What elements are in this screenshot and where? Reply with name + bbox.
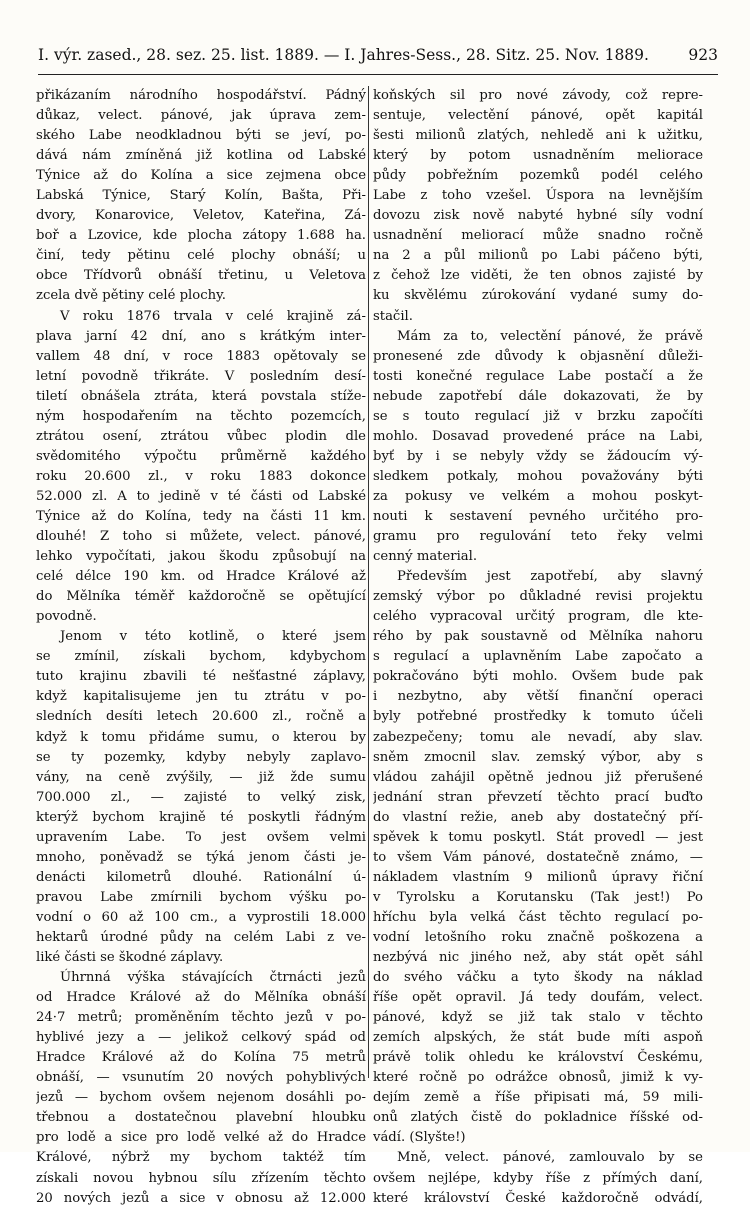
- text-line: hyblivé jezy a — jelikož celkový spád od: [36, 1030, 366, 1046]
- header-title: I. výr. zased., 28. sez. 25. list. 1889. — I. Jahres-Sess., 28. Sitz. 25. Nov. 1889.: [38, 46, 649, 64]
- text-line: se zmínil, získali bychom, kdybychom: [36, 649, 366, 665]
- text-line: zemský výbor po důkladné revisi projektu: [373, 589, 703, 605]
- text-line: pro lodě a sice pro lodě velké až do Hradce: [36, 1130, 366, 1146]
- text-line: který by potom usnadněním meliorace: [373, 148, 703, 164]
- text-line: mohlo. Dosavad provedené práce na Labi,: [373, 428, 703, 444]
- text-line: gramu pro regulování teto řeky velmi: [373, 529, 703, 545]
- text-line: liké části se škodné záplavy.: [36, 950, 224, 966]
- text-line: celé délce 190 km. od Hradce Králové až: [36, 569, 366, 585]
- text-line: s regulací a uplavněním Labe započato a: [373, 649, 703, 665]
- text-line: od Hradce Králové až do Mělníka obnáší: [36, 990, 366, 1006]
- text-line: Mně, velect. pánové, zamlouvalo by se: [397, 1150, 703, 1166]
- text-line: nouti k sestavení pevného určitého pro-: [373, 508, 703, 524]
- text-line: pronesené zde důvody k objasnění důleži-: [373, 348, 703, 364]
- text-line: vládou zahájil opětně jednou již přerušené: [373, 769, 703, 785]
- text-line: hektarů úrodné půdy na celém Labi z ve-: [36, 929, 366, 945]
- text-line: denácti kilometrů dlouhé. Rationální ú-: [36, 869, 366, 885]
- text-line: Králové, nýbrž my bychom taktéž tím: [36, 1150, 366, 1166]
- text-line: byly potřebné prostředky k tomuto účeli: [373, 709, 703, 725]
- text-line: přikázaním národního hospodářství. Pádný: [36, 88, 366, 103]
- text-line: zabezpečeny; tomu ale nevadí, aby slav.: [373, 729, 703, 745]
- text-line: které království České každoročně odvádí,: [373, 1190, 703, 1206]
- text-line: plava jarní 42 dní, ano s krátkým inter-: [36, 328, 366, 344]
- text-line: onů zlatých čistě do pokladnice říšské od-: [373, 1110, 703, 1126]
- running-header: [38, 46, 718, 72]
- text-line: Mám za to, velectění pánové, že právě: [397, 328, 703, 344]
- text-line: dává nám zmíněná již kotlina od Labské: [36, 148, 366, 164]
- text-line: do vlastní režie, aneb aby dostatečný pří-: [373, 809, 703, 825]
- text-line: právě tolik ohledu ke království Českému,: [373, 1050, 703, 1066]
- text-line: dlouhé! Z toho si můžete, velect. pánové,: [36, 529, 366, 545]
- text-line: dvory, Konarovice, Veletov, Kateřina, Zá-: [36, 208, 366, 224]
- text-line: V roku 1876 trvala v celé krajině zá-: [60, 308, 366, 324]
- text-line: povodně.: [36, 609, 97, 625]
- text-line: zemích alpských, že stát bude míti aspoň: [373, 1030, 703, 1046]
- text-line: sledkem potkaly, mohou považovány býti: [373, 468, 703, 484]
- text-line: Úhrnná výška stávajících čtrnácti jezů: [60, 970, 366, 986]
- text-line: ku skvělému zúrokování vydané sumy do-: [373, 288, 703, 304]
- text-line: nebude zapotřebí dále dokazovati, že by: [373, 388, 703, 404]
- text-line: obce Třídvorů obnáší třetinu, u Veletova: [36, 268, 366, 284]
- text-line: kterýž bychom krajině té poskytli řádným: [36, 809, 366, 825]
- right-column: [368, 86, 703, 1206]
- text-line: letní povodně třikráte. V posledním desí-: [36, 368, 366, 384]
- left-column: [36, 86, 366, 1209]
- text-line: vány, na ceně zvýšily, — již žde sumu: [36, 769, 366, 785]
- text-line: roku 20.600 zl., v roku 1883 dokonce: [36, 468, 366, 484]
- text-line: vodní o 60 až 100 cm., a vyprostili 18.000: [36, 909, 366, 925]
- text-line: když kapitalisujeme jen tu ztrátu v po-: [36, 689, 366, 705]
- text-line: na 2 a půl milionů po Labi páčeno býti,: [373, 248, 703, 264]
- text-line: do svého váčku a tyto škody na náklad: [373, 970, 703, 986]
- text-line: ovšem nejlépe, kdyby říše z přímých daní,: [373, 1170, 703, 1186]
- text-line: z čehož lze viděti, že ten obnos zajisté by: [373, 268, 703, 284]
- text-line: šesti milionů zlatých, nehledě ani k užitku,: [373, 128, 703, 144]
- text-line: 700.000 zl., — zajisté to velký zisk,: [36, 789, 366, 805]
- text-line: nákladem vlastním 9 milionů úpravy řiční: [373, 869, 703, 885]
- text-line: činí, tedy pětinu celé plochy obnáší; u: [36, 248, 366, 264]
- text-line: 52.000 zl. A to jedině v té části od Labské: [36, 488, 366, 504]
- text-line: Jenom v této kotlině, o které jsem: [60, 629, 366, 645]
- text-line: do Mělníka téměř každoročně se opětující: [36, 589, 366, 605]
- text-line: upravením Labe. To jest ovšem velmi: [36, 829, 366, 845]
- text-line: svědomitého výpočtu průměrně každého: [36, 448, 366, 464]
- text-line: hříchu byla velká část těchto regulací po-: [373, 909, 703, 925]
- text-line: vallem 48 dní, v roce 1883 opětovaly se: [36, 348, 366, 364]
- text-line: říše opět opravil. Já tedy doufám, velect.: [373, 990, 703, 1006]
- text-line: získali novou hybnou sílu zřízením těchto: [36, 1170, 366, 1186]
- text-line: 24·7 metrů; proměněním těchto jezů v po-: [36, 1010, 366, 1026]
- text-line: zcela dvě pětiny celé plochy.: [36, 288, 226, 304]
- text-line: tiletí obnášela ztráta, která povstala stíže-: [36, 388, 366, 404]
- text-line: koňských sil pro nové závody, což repre-: [373, 88, 703, 103]
- text-line: vodní letošního roku značně poškozena a: [373, 929, 703, 945]
- text-line: v Tyrolsku a Korutansku (Tak jest!) Po: [373, 889, 703, 905]
- text-line: sněm zmocnil slav. zemský výbor, aby s: [373, 749, 703, 765]
- text-line: celého vypracoval určitý program, dle kte-: [373, 609, 703, 625]
- text-line: tosti konečné regulace Labe postačí a že: [373, 368, 703, 384]
- text-line: vádí. (Slyšte!): [373, 1130, 466, 1146]
- text-line: byť by i se nebyly vždy se žádoucím vý-: [373, 448, 703, 464]
- text-line: mnoho, poněvadž se týká jenom části je-: [36, 849, 366, 865]
- text-line: dovozu zisk nově nabyté hybné síly vodní: [373, 208, 703, 224]
- text-line: cenný material.: [373, 549, 478, 565]
- text-line: Hradce Králové až do Kolína 75 metrů: [36, 1050, 366, 1066]
- text-line: lehko vypočítati, jakou škodu způsobují na: [36, 549, 366, 565]
- text-line: stačil.: [373, 308, 413, 324]
- text-line: Především jest zapotřebí, aby slavný: [397, 569, 703, 585]
- text-line: dejím země a říše připisati má, 59 mili-: [373, 1090, 703, 1106]
- text-line: rého by pak soustavně od Mělníka nahoru: [373, 629, 703, 645]
- text-line: když k tomu přidáme sumu, o kterou by: [36, 729, 366, 745]
- text-line: důkaz, velect. pánové, jak úprava zem-: [36, 108, 366, 124]
- text-line: usnadnění meliorací může snadno ročně: [373, 228, 703, 244]
- text-line: to všem Vám pánové, dostatečně známo, —: [373, 849, 703, 865]
- text-line: za pokusy ve velkém a mohou poskyt-: [373, 488, 703, 504]
- text-line: spěvek k tomu poskytl. Stát provedl — jest: [373, 829, 703, 845]
- text-line: pánové, když se již tak stalo v těchto: [373, 1010, 703, 1026]
- text-line: jezů — bychom ovšem nejenom dosáhli po-: [36, 1090, 366, 1106]
- text-line: i nezbytno, aby větší finanční operaci: [373, 689, 703, 705]
- text-line: pokračováno býti mohlo. Ovšem bude pak: [373, 669, 703, 685]
- text-line: Labská Týnice, Starý Kolín, Bašta, Při-: [36, 188, 366, 204]
- text-line: půdy pobřežním pozemků podél celého: [373, 168, 703, 184]
- text-line: se ty pozemky, kdyby nebyly zaplavo-: [36, 749, 366, 765]
- text-line: ztrátou osení, ztrátou vůbec plodin dle: [36, 428, 366, 444]
- text-line: které ročně po odrážce obnosů, jimiž k vy-: [373, 1070, 703, 1086]
- text-line: sledních desíti letech 20.600 zl., ročně a: [36, 709, 366, 725]
- text-line: 20 nových jezů a sice v obnosu až 12.000: [36, 1190, 366, 1206]
- header-rule: [38, 74, 718, 75]
- text-line: boř a Lzovice, kde plocha zátopy 1.688 ha.: [36, 228, 366, 244]
- text-line: jednání stran převzetí těchto prací buďto: [373, 789, 703, 805]
- text-line: nezbývá nic jiného než, aby stát opět sáhl: [373, 950, 703, 966]
- text-line: Labe z toho vzešel. Úspora na levnějším: [373, 188, 703, 204]
- text-line: Týnice až do Kolína a sice zejmena obce: [36, 168, 366, 184]
- text-line: ského Labe neodkladnou býti se jeví, po-: [36, 128, 366, 144]
- text-line: sentuje, velectění pánové, opět kapitál: [373, 108, 703, 124]
- text-line: ným hospodařením na těchto pozemcích,: [36, 408, 366, 424]
- text-line: třebnou a dostatečnou plavební hloubku: [36, 1110, 366, 1126]
- text-line: obnáší, — vsunutím 20 nových pohyblivých: [36, 1070, 366, 1086]
- text-line: pravou Labe zmírnili bychom výšku po-: [36, 889, 366, 905]
- text-line: Týnice až do Kolína, tedy na části 11 km.: [36, 508, 366, 524]
- text-line: se s touto regulací již v brzku započíti: [373, 408, 703, 424]
- page-number: 923: [688, 46, 718, 64]
- text-line: tuto krajinu zbavili té nešťastné záplavy,: [36, 669, 366, 685]
